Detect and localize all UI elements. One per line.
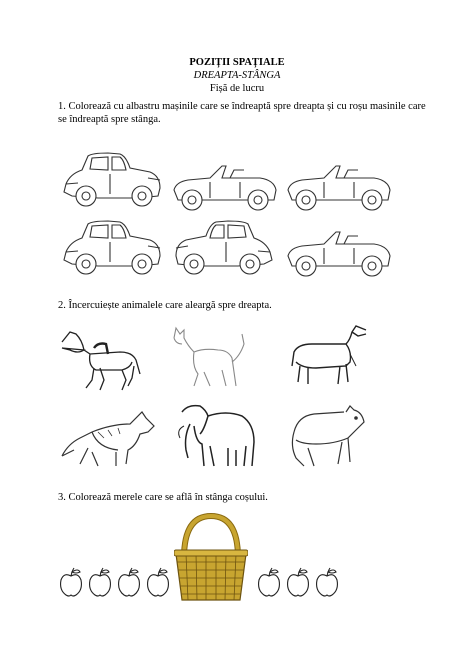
horse-icon [56, 328, 142, 394]
worksheet-title: POZIȚII SPAȚIALE [189, 57, 285, 68]
worksheet-subtitle: DREAPTA-STÂNGA [193, 70, 281, 81]
wolf-icon [58, 404, 156, 472]
apple-icon [87, 566, 113, 598]
convertible-car-icon [284, 226, 394, 280]
apple-icon [256, 566, 282, 598]
apple-icon [58, 566, 84, 598]
convertible-car-icon [170, 160, 280, 214]
elephant-icon [170, 402, 258, 472]
task-3-text: 3. Colorează merele care se află în stânga coșului. [58, 492, 268, 503]
apple-icon [116, 566, 142, 598]
apple-icon [314, 566, 340, 598]
task-2-text: 2. Încercuiește animalele care aleargă spre dreapta. [58, 300, 272, 311]
bear-icon [286, 404, 368, 470]
convertible-car-icon [284, 160, 394, 214]
vintage-car-icon [58, 150, 166, 214]
cat-icon [170, 326, 250, 396]
apple-icon [145, 566, 171, 598]
task-1-text: 1. Colorează cu albastru mașinile care se îndreaptă spre dreapta și cu roșu masinile care se îndreaptă spre stânga. [58, 101, 426, 125]
goat-icon [286, 322, 372, 392]
basket-icon [174, 512, 248, 604]
worksheet-caption: Fișă de lucru [209, 83, 265, 94]
vintage-car-icon [58, 218, 166, 282]
vintage-car-icon [170, 218, 278, 282]
apple-icon [285, 566, 311, 598]
